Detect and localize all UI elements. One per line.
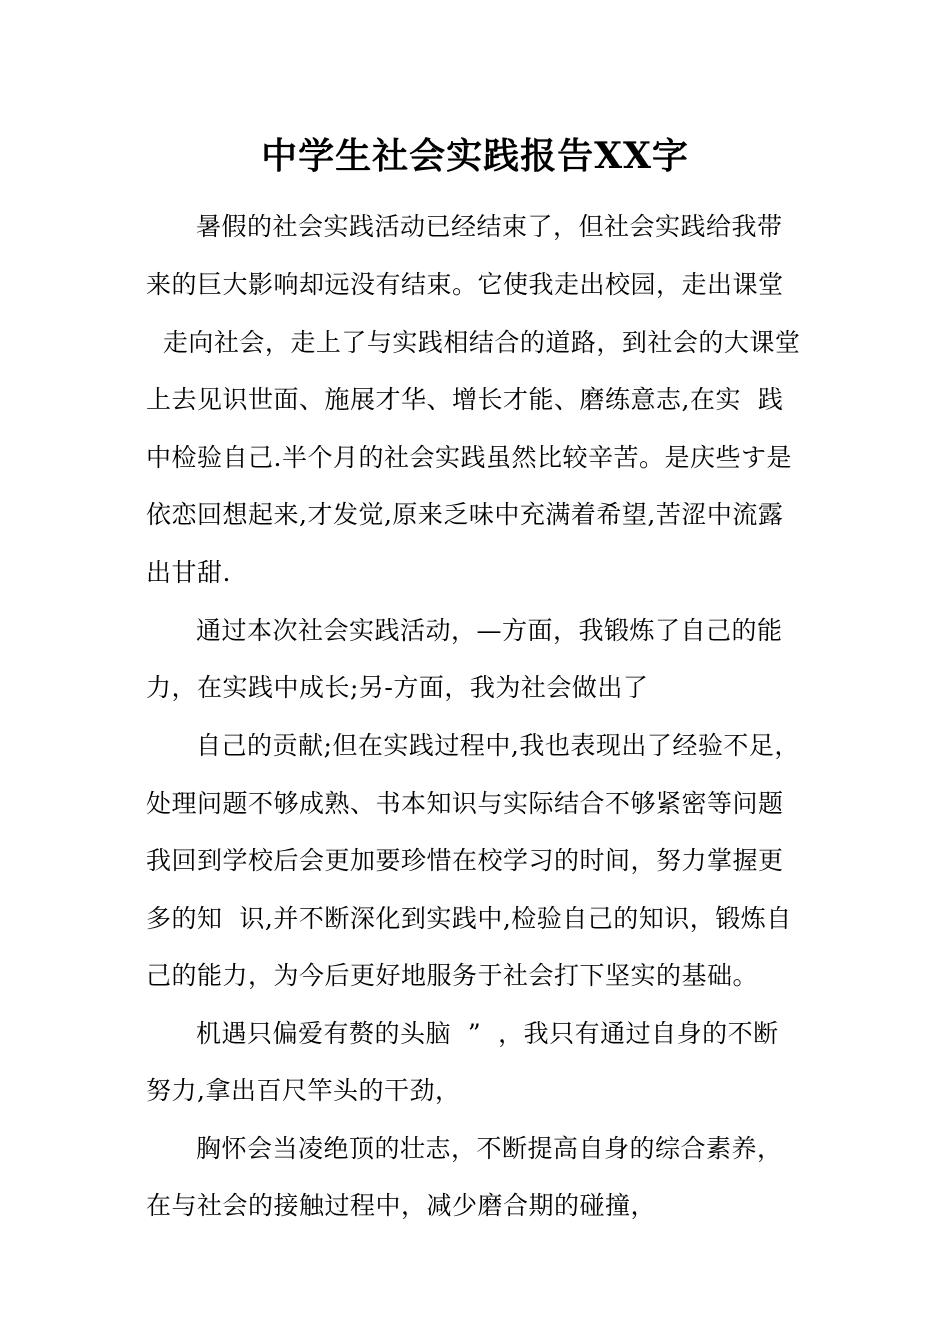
paragraph-line: 努力,拿出百尺竿头的干劲，	[146, 1076, 461, 1105]
paragraph-line: 己的能力，为今后更好地服务于社会打下坚实的基础。	[146, 961, 759, 990]
paragraph-line: 暑假的社会实践活动已经结束了，但社会实践给我带	[196, 212, 783, 241]
paragraph-line: 出甘甜.	[146, 558, 231, 587]
paragraph-line: 通过本次社会实践活动，—方面，我锻炼了自己的能	[196, 616, 783, 645]
paragraph-line: 依恋回想起来,才发觉,原来乏味中充满着希望,苦涩中流露	[146, 500, 784, 529]
paragraph-line: 上去见识世面、施展才华、增长才能、磨练意志,在实 践	[146, 385, 784, 414]
paragraph-line: 多的知 识,并不断深化到实践中,检验自己的知识，锻炼自	[146, 904, 792, 933]
paragraph-line: 走向社会，走上了与实践相结合的道路，到社会的大课堂	[146, 328, 801, 357]
paragraph-line: 自己的贡献;但在实践过程中,我也表现出了经验不足，	[196, 731, 800, 760]
paragraph-line: 我回到学校后会更加要珍惜在校学习的时间，努力掌握更	[146, 846, 784, 875]
paragraph-line: 处理问题不够成熟、书本知识与实际结合不够紧密等问题	[146, 789, 784, 818]
paragraph-line: 中检验自己.半个月的社会实践虽然比较辛苦。是庆些す是	[146, 443, 792, 472]
paragraph-line: 机遇只偏爱有赘的头脑 ” ，我只有通过自身的不断	[196, 1019, 779, 1048]
paragraph-line: 胸怀会当凌绝顶的壮志，不断提高自身的综合素养，	[196, 1134, 783, 1163]
document-title: 中学生社会实践报告XX字	[261, 135, 689, 177]
paragraph-line: 来的巨大影响却远没有结束。它使我走出校园，走出课堂	[146, 270, 784, 299]
paragraph-line: 在与社会的接触过程中，减少磨合期的碰撞，	[146, 1191, 657, 1220]
paragraph-line: 力，在实践中成长;另-方面，我为社会做出了	[146, 673, 649, 702]
